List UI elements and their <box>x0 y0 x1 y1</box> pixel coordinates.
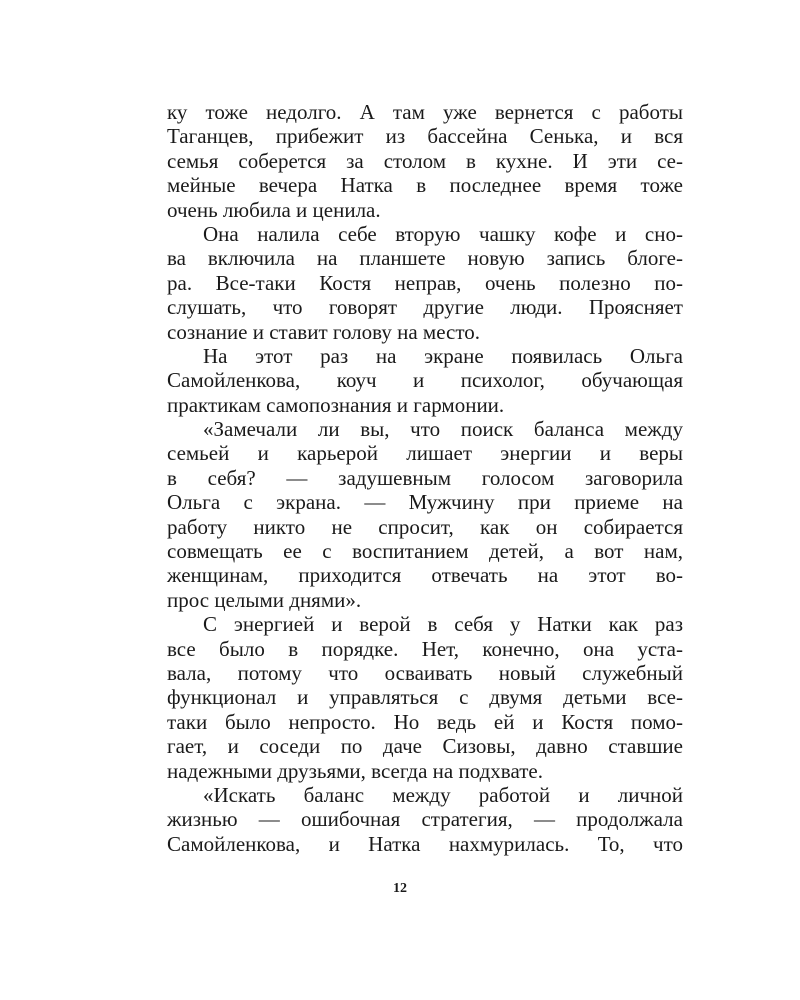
body-text <box>167 100 683 856</box>
text-line: женщинам, приходится отвечать на этот во- <box>167 563 683 588</box>
text-line: «Искать баланс между работой и личной <box>203 782 683 807</box>
text-line: сознание и ставит голову на место. <box>167 319 481 344</box>
text-line: слушать, что говорят другие люди. Проясняет <box>167 295 683 320</box>
text-line: в себя? — задушевным голосом заговорила <box>167 465 683 490</box>
text-line: Самойленкова, коуч и психолог, обучающая <box>167 368 683 393</box>
text-line: ва включила на планшете новую запись блоге- <box>167 246 683 271</box>
text-line: практикам самопознания и гармонии. <box>167 392 505 417</box>
text-line: очень любила и ценила. <box>167 197 381 222</box>
text-line: ку тоже недолго. А там уже вернется с работы <box>167 100 683 124</box>
text-line: семья соберется за столом в кухне. И эти се- <box>167 148 683 173</box>
text-line: работу никто не спросит, как он собирается <box>167 514 683 539</box>
text-line: прос целыми днями». <box>167 587 362 612</box>
text-line: ра. Все-таки Костя неправ, очень полезно по- <box>167 270 683 295</box>
text-line: Ольга с экрана. — Мужчину при приеме на <box>167 490 683 515</box>
text-line: «Замечали ли вы, что поиск баланса между <box>203 417 683 442</box>
text-line: На этот раз на экране появилась Ольга <box>203 343 683 368</box>
text-line: функционал и управляться с двумя детьми все- <box>167 685 683 710</box>
text-line: вала, потому что осваивать новый служебный <box>167 660 683 685</box>
text-line: семьей и карьерой лишает энергии и веры <box>167 441 683 466</box>
text-line: Она налила себе вторую чашку кофе и сно- <box>203 221 683 246</box>
text-line: Самойленкова, и Натка нахмурилась. То, что <box>167 831 683 856</box>
text-line: таки было непросто. Но ведь ей и Костя помо- <box>167 709 683 734</box>
text-line: жизнью — ошибочная стратегия, — продолжала <box>167 807 683 832</box>
page-number: 12 <box>393 881 407 896</box>
text-line: Таганцев, прибежит из бассейна Сенька, и вся <box>167 124 683 149</box>
text-line: совмещать ее с воспитанием детей, а вот нам, <box>167 539 683 564</box>
text-line: надежными друзьями, всегда на подхвате. <box>167 758 543 783</box>
text-line: С энергией и верой в себя у Натки как раз <box>203 612 683 637</box>
text-line: мейные вечера Натка в последнее время тоже <box>167 173 683 198</box>
text-line: гает, и соседи по даче Сизовы, давно ставшие <box>167 734 683 759</box>
text-line: все было в порядке. Нет, конечно, она уста- <box>167 636 683 661</box>
